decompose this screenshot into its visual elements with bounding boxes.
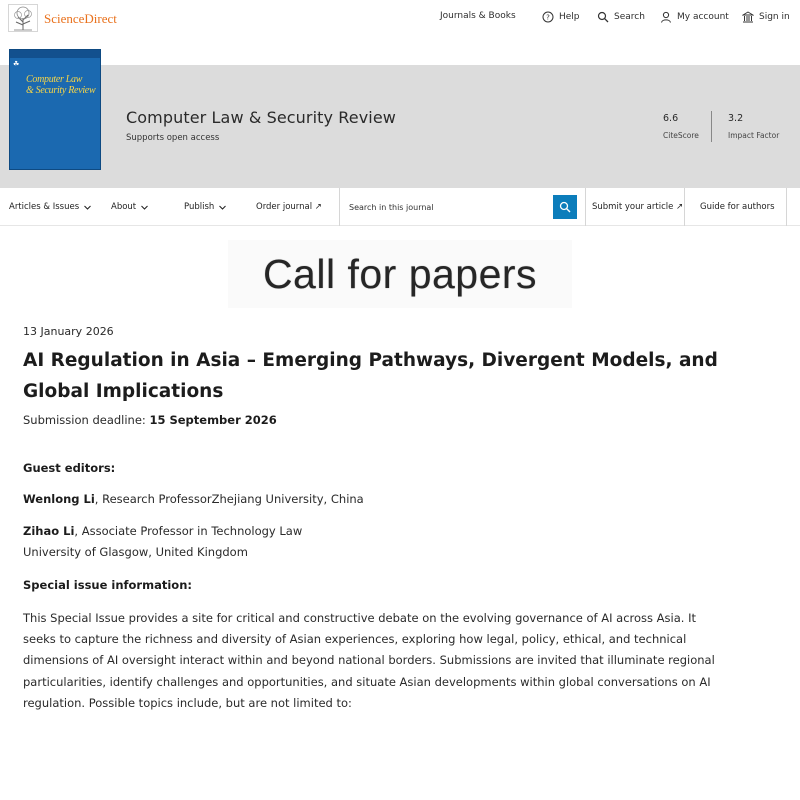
chevron-down-icon bbox=[218, 203, 227, 212]
editor-role: , Associate Professor in Technology Law bbox=[74, 524, 303, 538]
journal-title[interactable]: Computer Law & Security Review bbox=[126, 108, 396, 127]
impact-factor-label[interactable]: Impact Factor bbox=[728, 131, 780, 140]
editor-entry bbox=[23, 521, 302, 563]
help-label: Help bbox=[559, 12, 580, 22]
open-access-note: Supports open access bbox=[126, 133, 220, 143]
sign-in-link[interactable] bbox=[742, 11, 790, 23]
journal-header-band bbox=[0, 65, 800, 188]
nav-divider bbox=[786, 188, 787, 226]
sign-in-label: Sign in bbox=[759, 12, 790, 22]
articles-issues-label: Articles & Issues bbox=[9, 202, 80, 212]
search-link[interactable] bbox=[597, 11, 645, 23]
submit-article-label: Submit your article ↗ bbox=[592, 202, 684, 212]
journal-search-button[interactable] bbox=[553, 195, 577, 219]
deadline-value: 15 September 2026 bbox=[149, 413, 277, 427]
citescore-value: 6.6 bbox=[663, 113, 679, 124]
impact-factor-value: 3.2 bbox=[728, 113, 744, 124]
person-icon bbox=[660, 11, 672, 23]
publish-label: Publish bbox=[184, 202, 215, 212]
editor-entry bbox=[23, 489, 364, 510]
guest-editors-heading: Guest editors: bbox=[23, 461, 116, 475]
editor-name: Zihao Li bbox=[23, 524, 75, 538]
guide-for-authors-link[interactable] bbox=[700, 202, 775, 212]
journal-search-input[interactable] bbox=[340, 188, 552, 226]
chevron-down-icon bbox=[83, 203, 92, 212]
special-issue-heading: Special issue information: bbox=[23, 578, 192, 592]
top-bar bbox=[0, 0, 800, 38]
publish-date: 13 January 2026 bbox=[23, 325, 114, 338]
special-issue-description: This Special Issue provides a site for critical and constructive debate on the evolving governance of AI across Asia. It seeks to capture the richness and diversity of Asian experiences, exploring how legal, policy, ethical, and technical dimensions of AI oversight interact within and beyond national borders. Submissions are invited that illuminate regional particularities, identify challenges and opportunities, and situate Asian developments within global conversations on AI regulation. Possible topics include, but are not limited to: bbox=[23, 611, 715, 710]
my-account-link[interactable] bbox=[660, 11, 729, 23]
cover-title bbox=[26, 74, 95, 96]
search-label: Search bbox=[614, 12, 645, 22]
journals-books-link[interactable] bbox=[440, 11, 516, 21]
journal-cover[interactable] bbox=[9, 49, 101, 170]
brand-name: ScienceDirect bbox=[44, 11, 117, 26]
citescore-label[interactable]: CiteScore bbox=[663, 131, 699, 140]
nav-divider bbox=[585, 188, 586, 226]
cover-strip bbox=[10, 50, 100, 58]
about-label: About bbox=[111, 202, 137, 212]
order-journal-link[interactable] bbox=[256, 202, 322, 212]
elsevier-tree-icon bbox=[8, 4, 38, 32]
editor-role: , Research ProfessorZhejiang University, China bbox=[94, 492, 364, 506]
search-icon bbox=[597, 11, 609, 23]
my-account-label: My account bbox=[677, 12, 729, 22]
cover-title-line1: Computer Law bbox=[26, 74, 83, 85]
deadline-label: Submission deadline: bbox=[23, 413, 150, 427]
help-icon bbox=[542, 11, 554, 23]
editor-name: Wenlong Li bbox=[23, 492, 95, 506]
journal-search bbox=[339, 188, 577, 226]
order-journal-label: Order journal ↗ bbox=[256, 202, 322, 212]
help-link[interactable] bbox=[542, 11, 580, 23]
banner-text: Call for papers bbox=[262, 250, 538, 297]
chevron-down-icon bbox=[140, 203, 149, 212]
submit-article-link[interactable] bbox=[592, 202, 683, 212]
nav-divider bbox=[684, 188, 685, 226]
institution-icon bbox=[742, 11, 754, 23]
article-title: AI Regulation in Asia – Emerging Pathways, Divergent Models, and Global Implications bbox=[23, 350, 718, 402]
articles-issues-menu[interactable] bbox=[9, 202, 92, 212]
metric-divider bbox=[711, 111, 712, 142]
svg-text:?: ? bbox=[546, 13, 550, 22]
call-for-papers-banner bbox=[228, 240, 572, 308]
editor-affiliation: University of Glasgow, United Kingdom bbox=[23, 545, 248, 559]
sciencedirect-logo[interactable] bbox=[8, 4, 117, 32]
journals-books-label: Journals & Books bbox=[440, 11, 516, 21]
search-icon bbox=[559, 201, 571, 213]
guide-for-authors-label: Guide for authors bbox=[700, 202, 775, 212]
submission-deadline bbox=[23, 413, 277, 427]
journal-nav bbox=[0, 188, 800, 226]
elsevier-cover-icon: ☘ bbox=[13, 60, 20, 68]
about-menu[interactable] bbox=[111, 202, 149, 212]
cover-title-line2: & Security Review bbox=[26, 85, 96, 96]
publish-menu[interactable] bbox=[184, 202, 227, 212]
